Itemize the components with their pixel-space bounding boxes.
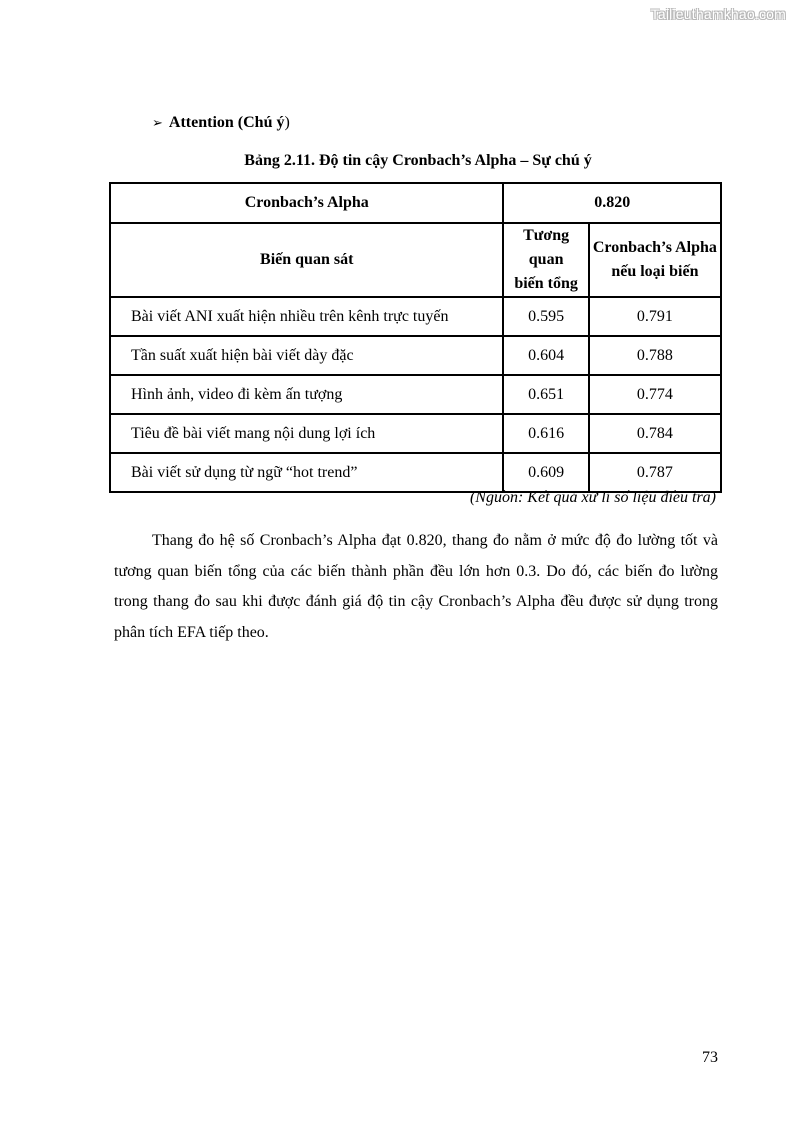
row-alpha: 0.788 bbox=[589, 336, 721, 375]
body-paragraph: Thang đo hệ số Cronbach’s Alpha đạt 0.820, thang đo nằm ở mức độ đo lường tốt và tương quan biến tổng của các biến thành phần đều lớn hơn 0.3. Do đó, các biến đo lường trong thang đo sau khi được đánh giá độ tin cậy Cronbach’s Alpha đều được sử dụng trong phân tích EFA tiếp theo. bbox=[114, 532, 718, 641]
row-corr: 0.609 bbox=[503, 453, 588, 492]
header-corr-line1: Tương quan bbox=[523, 227, 570, 268]
header-alpha-del-line2: nếu loại biến bbox=[611, 263, 699, 280]
row-alpha: 0.784 bbox=[589, 414, 721, 453]
table-source-note: (Nguồn: Kết quả xử lí số liệu điều tra) bbox=[469, 489, 716, 506]
table-row bbox=[110, 297, 721, 336]
row-alpha: 0.787 bbox=[589, 453, 721, 492]
row-label: Bài viết ANI xuất hiện nhiều trên kênh trực tuyến bbox=[110, 297, 503, 336]
row-label: Hình ảnh, video đi kèm ấn tượng bbox=[110, 375, 503, 414]
header-alpha-if-deleted bbox=[589, 223, 721, 297]
row-corr: 0.651 bbox=[503, 375, 588, 414]
row-label: Tần suất xuất hiện bài viết dày đặc bbox=[110, 336, 503, 375]
header-alpha-del-line1: Cronbach’s Alpha bbox=[592, 239, 717, 256]
page-number: 73 bbox=[702, 1049, 718, 1066]
reliability-table bbox=[109, 182, 722, 493]
row-corr: 0.604 bbox=[503, 336, 588, 375]
table-caption: Bảng 2.11. Độ tin cậy Cronbach’s Alpha – Sự chú ý bbox=[244, 152, 592, 169]
section-title: Attention (Chú ý bbox=[168, 114, 285, 131]
header-variable: Biến quan sát bbox=[110, 223, 503, 297]
row-label: Tiêu đề bài viết mang nội dung lợi ích bbox=[110, 414, 503, 453]
alpha-row bbox=[110, 183, 721, 223]
row-label: Bài viết sử dụng từ ngữ “hot trend” bbox=[110, 453, 503, 492]
table-row bbox=[110, 414, 721, 453]
alpha-label: Cronbach’s Alpha bbox=[110, 183, 503, 223]
arrow-bullet-icon: ➢ bbox=[152, 115, 163, 130]
row-alpha: 0.774 bbox=[589, 375, 721, 414]
header-row bbox=[110, 223, 721, 297]
watermark: Tailieuthamkhao.com bbox=[650, 6, 786, 22]
table-row bbox=[110, 336, 721, 375]
row-corr: 0.595 bbox=[503, 297, 588, 336]
table-row bbox=[110, 453, 721, 492]
header-corr-line2: biến tổng bbox=[514, 275, 578, 292]
header-item-total-correlation bbox=[503, 223, 588, 297]
row-corr: 0.616 bbox=[503, 414, 588, 453]
section-heading bbox=[152, 114, 290, 132]
alpha-value: 0.820 bbox=[503, 183, 721, 223]
row-alpha: 0.791 bbox=[589, 297, 721, 336]
section-title-paren: ) bbox=[284, 114, 290, 131]
table-row bbox=[110, 375, 721, 414]
